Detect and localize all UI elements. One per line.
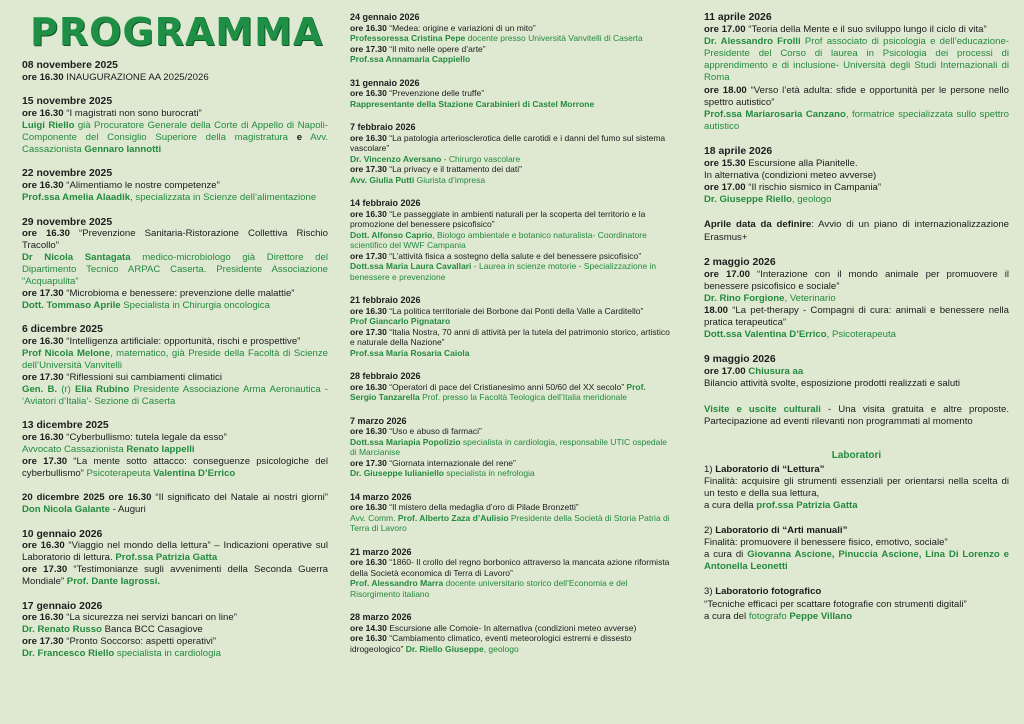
text-run: Finalità: promuovere il benessere fisico, emotivo, sociale” (704, 537, 948, 549)
text-run: “Medea: origine e variazioni di un mito” (386, 22, 536, 33)
text-run: “Teoria della Mente e il suo sviluppo lungo il ciclo di vita” (745, 24, 987, 36)
text-run: , specializzata in Scienze dell’alimentazione (130, 192, 317, 204)
event-line (350, 633, 674, 654)
text-run: a cura del (704, 610, 749, 622)
event-date: 31 gennaio 2026 (350, 77, 420, 88)
event-date: 15 novembre 2025 (22, 96, 113, 108)
text-run: “La politica territoriale dei Borbone dai Ponti della Valle a Carditello” (386, 305, 644, 316)
event-date: 11 aprile 2026 (704, 12, 772, 23)
event-block (22, 492, 328, 516)
text-run: ore 18.00 (704, 84, 747, 96)
event-line (350, 468, 674, 479)
text-run: ore 16.30 (350, 502, 387, 512)
laboratori-section (704, 450, 1009, 623)
text-run: Don Nicola Galante (22, 504, 110, 516)
text-run: ore 17.30 (350, 457, 387, 468)
event-line (22, 648, 328, 660)
text-run: prof.ssa Patrizia Gatta (756, 500, 858, 511)
event-date: 28 febbraio 2026 (350, 371, 421, 381)
event-line (704, 586, 1009, 598)
text-run: ore 17.00 (704, 366, 746, 378)
text-run: “Il mito nelle opere d’arte” (386, 43, 486, 54)
event-line (350, 133, 674, 154)
text-run: Prof.ssa Annamaria Cappiello (350, 54, 471, 64)
event-line (22, 432, 328, 444)
text-run: Professoressa Cristina Pepe (350, 33, 466, 43)
event-line (350, 557, 674, 578)
text-run: , matematico, già Preside della Facoltà di Scienze dell’Università Vanvitelli (22, 348, 329, 372)
text-run: “Riflessioni sui cambiamenti climatici (63, 371, 222, 383)
event-line (350, 175, 674, 186)
event-date: 9 maggio 2026 (704, 354, 776, 366)
event-line (22, 492, 328, 516)
laboratori-list (704, 464, 1009, 623)
text-run: “Interazione con il mondo animale per promuovere il benessere psicofisico e sociale” (704, 268, 1009, 292)
event-line (704, 366, 1009, 378)
event-date: 22 novembre 2025 (22, 168, 113, 180)
event-line (350, 164, 674, 175)
event-block (350, 122, 674, 185)
event-date: 08 novembere 2025 (22, 60, 118, 71)
event-date: 24 gennaio 2026 (350, 12, 420, 22)
event-block (704, 146, 1009, 206)
text-run: ore 15.30 (704, 158, 746, 170)
text-run: - Laurea in scienze motorie - Specializzazione in benessere e prevenzione (350, 261, 657, 282)
text-run: ore 16.30 (350, 88, 387, 98)
text-run: Dr. Giuseppe Riello (704, 194, 792, 206)
event-date: 17 gennaio 2026 (22, 600, 103, 612)
text-run: “La pet-therapy - Compagni di cura: animali e benessere nella pratica terapeutica” (704, 304, 1009, 329)
text-run: Laboratorio di “Arti manuali” (715, 525, 848, 537)
event-line (22, 120, 328, 156)
event-line (350, 88, 674, 99)
text-run: “I magistrati non sono burocrati” (63, 108, 202, 120)
event-line (22, 456, 328, 480)
text-run: ore 17.30 (22, 636, 64, 648)
event-line (704, 109, 1009, 133)
text-run: ore 16.30 (350, 426, 387, 436)
event-block (350, 78, 674, 110)
text-run: ore 17.30 (350, 250, 387, 261)
event-line (704, 194, 1009, 206)
text-run: ore 16.30 (22, 612, 64, 624)
text-run: In alternativa (condizioni meteo avverse) (704, 170, 877, 182)
event-line (22, 612, 328, 624)
event-line (22, 252, 328, 288)
text-run: “Italia Nostra, 70 anni di attività per la tutela del patrimonio storico, artistico e naturale della Nazione” (350, 326, 670, 347)
text-run: Prof. presso la Facoltà Teologica dell’Italia meridionale (419, 392, 628, 402)
text-run: ore 16.30 (22, 540, 65, 552)
text-run: a cura della (704, 500, 757, 511)
event-line (704, 464, 1009, 476)
event-date: 13 dicembre 2025 (22, 420, 109, 432)
event-block (350, 12, 674, 65)
text-run: Chiusura aa (748, 366, 804, 378)
event-block (350, 198, 674, 282)
text-run: specialista in nefrologia (444, 468, 535, 478)
text-run: Aprile data da definire (704, 219, 812, 231)
column-1 (22, 0, 328, 660)
text-run: “Intelligenza artificiale: opportunità, rischi e prospettive” (63, 336, 301, 348)
text-run: ore 17.00 (704, 24, 746, 36)
text-run: Avvocato Cassazionista (22, 443, 127, 455)
text-run: “Giornata internazionale del rene” (386, 457, 516, 468)
text-run: “Prevenzione delle truffe” (386, 88, 485, 98)
text-run: Gennaro Iannotti (84, 143, 162, 155)
text-run: Peppe Villano (789, 610, 853, 622)
text-run: “Il mistero della medaglia d’oro di Pilade Bronzetti” (386, 502, 579, 512)
text-run: : Avvio di un piano di internazionalizzazione Erasmus+ (704, 219, 1010, 243)
text-run: “L’attività fisica a sostegno della salute e del benessere psicofisico” (386, 250, 642, 261)
event-block (22, 168, 328, 204)
event-line (350, 23, 674, 34)
text-run: ore 16.30 (22, 336, 64, 348)
text-run: - Chirurgo vascolare (441, 153, 521, 164)
event-line (350, 306, 674, 317)
event-line (704, 36, 1009, 84)
text-run: ore 16.30 (350, 208, 387, 219)
text-run: “Il rischio sismico in Campania” (745, 182, 882, 194)
event-line (22, 288, 328, 300)
event-line (350, 458, 674, 469)
event-line (22, 540, 328, 564)
event-date: 7 marzo 2026 (350, 415, 407, 426)
laboratorio-item (704, 525, 1009, 573)
text-run: ore 16.30 (350, 633, 387, 643)
text-run: Dr. Francesco Riello (22, 648, 115, 660)
laboratori-heading: Laboratori (831, 449, 882, 461)
text-run: 18.00 (704, 304, 729, 316)
event-line (704, 378, 1009, 390)
event-line (22, 348, 328, 372)
event-line (22, 228, 328, 252)
text-run: Dr. Giuseppe Iulianiello (350, 468, 444, 478)
text-run: Prof.ssa Amelia Alaadik (22, 192, 131, 204)
event-block (350, 371, 674, 403)
text-run: ore 16.30 (350, 557, 387, 567)
event-line (22, 624, 328, 636)
event-date: 14 marzo 2026 (350, 491, 412, 502)
text-run: , geologo (791, 194, 832, 206)
text-run: “Cyberbullismo: tutela legale da esso” (63, 432, 227, 444)
text-run: specialista in cardiologia, responsabile UTIC ospedale di Marcianise (350, 436, 668, 457)
laboratorio-item (704, 464, 1009, 512)
event-line (22, 372, 328, 384)
text-run: ore 17.30 (350, 43, 387, 54)
text-run: Escursione alla Pianitelle. (745, 158, 858, 170)
text-run: ore 17.30 (350, 164, 387, 174)
event-line (22, 72, 328, 84)
text-run: Finalità: acquisire gli strumenti essenziali per orientarsi nella scelta di un testo e della sua lettura, (704, 475, 1009, 499)
event-line (22, 192, 328, 204)
event-line (704, 269, 1009, 293)
event-line (350, 54, 674, 65)
text-run: Valentina D’Errico (153, 467, 236, 479)
text-run: Bilancio attività svolte, esposizione prodotti realizzati e saluti (704, 378, 960, 390)
text-run: “La privacy e il trattamento dei dati” (386, 164, 522, 174)
text-run: , Veterinario (784, 292, 836, 304)
text-run: Dott. Alfonso Caprio (350, 229, 433, 240)
event-date: 14 febbraio 2026 (350, 198, 421, 208)
event-block (22, 529, 328, 589)
text-run: Avv. Giulia Putti (350, 174, 415, 185)
event-line (350, 513, 674, 534)
column-3 (704, 0, 1009, 623)
event-block (350, 612, 674, 654)
text-run: “Le passeggiate in ambienti naturali per la scoperta del territorio e la promozione del benessere psicofisico” (350, 208, 646, 229)
text-run: Giurista d’impresa (414, 174, 486, 185)
text-run: (r) (57, 383, 75, 395)
text-run: “Uso e abuso di farmaci” (386, 426, 482, 436)
text-run: - Auguri (109, 504, 146, 516)
text-run: Prof associato di psicologia e dell’educazione-Presidente del Corso di laurea in Psicologia dei processi di apprendimento e di inclusione- Università degli Studi Internazionali di Roma (704, 36, 1009, 84)
event-block (22, 601, 328, 661)
text-run: già Procuratore Generale della Corte di Appello di Napoli-Componente del Consiglio Superiore della magistratura (22, 120, 328, 144)
text-run: Prof. Alessandro Marra (350, 578, 444, 588)
text-run: Dott.ssa Mariapia Popolizio (350, 436, 461, 447)
text-run: 2) (704, 525, 716, 537)
event-list-col2 (350, 0, 674, 654)
text-run: Avv. Cassazionista (22, 132, 328, 155)
column-2 (350, 0, 674, 654)
text-run: Prof. Dante Iagrossi. (66, 576, 161, 588)
event-line (704, 305, 1009, 329)
text-run: “Il significato del Natale ai nostri giorni” (151, 492, 328, 504)
text-run: Prof. Alberto Zaza d’Aulisio (397, 512, 509, 523)
text-run: e (296, 132, 303, 144)
text-run: 1) (704, 463, 716, 475)
event-block (350, 295, 674, 358)
event-block (22, 217, 328, 312)
text-run: 20 dicembre 2025 ore 16.30 (22, 492, 152, 504)
text-run: ore 16.30 (22, 108, 64, 120)
event-line (350, 327, 674, 348)
text-run: ore 16.30 (22, 228, 70, 240)
text-run: Dr. Renato Russo (22, 624, 102, 636)
text-run: a cura di (704, 549, 748, 561)
event-line (350, 44, 674, 55)
event-block (704, 219, 1009, 243)
text-run: Prof.ssa Maria Rosaria Caiola (350, 347, 470, 358)
text-run: “Verso l’età adulta: sfide e opportunità per le persone nello spettro autistico” (704, 84, 1009, 108)
event-block (704, 257, 1009, 342)
text-run: Dott. Tommaso Aprile (22, 299, 121, 311)
text-run: “Operatori di pace del Cristianesimo anni 50/60 del XX secolo” (386, 381, 627, 392)
text-run: Escursione alle Comoie- In alternativa (condizioni meteo avverse) (386, 622, 637, 633)
text-run: “Pronto Soccorso: aspetti operativi” (63, 636, 217, 648)
event-line (704, 525, 1009, 537)
event-block (22, 96, 328, 156)
text-run: ore 17.30 (22, 288, 64, 299)
text-run: specialista in cardiologia (114, 648, 221, 660)
event-date: 28 marzo 2026 (350, 612, 412, 622)
text-run: ore 17.30 (350, 326, 387, 337)
event-date: 6 dicembre 2025 (22, 324, 103, 336)
text-run: docente presso Università Vanvitelli di Caserta (465, 33, 643, 43)
text-run: , Biologo ambientale e botanico naturalista- Coordinatore scientifico del WWF Campania (350, 229, 647, 250)
text-run: Presidente della Società di Storia Patria di Terra di Lavoro (350, 512, 670, 533)
event-line (704, 85, 1009, 109)
text-run: “Testimonianze sugli avvenimenti della Seconda Guerra Mondiale” (22, 564, 328, 588)
text-run: ore 16.30 (22, 432, 64, 444)
text-run: Prof Giancarlo Pignataro (350, 316, 451, 326)
text-run: Dr. Rino Forgione (704, 292, 785, 304)
text-run: Dr. Vincenzo Aversano (350, 153, 442, 164)
text-run: Dott.ssa Maria Laura Cavallari (350, 261, 472, 271)
text-run: Specialista in Chirurgia oncologica (120, 299, 270, 311)
text-run: Prof Nicola Melone (22, 348, 111, 360)
event-line (704, 404, 1009, 428)
event-block (350, 416, 674, 479)
event-block (22, 324, 328, 407)
text-run: “Tecniche efficaci per scattare fotografie con strumenti digitali” (704, 598, 967, 610)
text-run: Psicoterapeuta (86, 467, 154, 479)
event-line (350, 230, 674, 251)
text-run: Dr. Riello Giuseppe (405, 643, 484, 654)
event-line (350, 502, 674, 513)
event-line (350, 316, 674, 327)
text-run: INAUGURAZIONE AA 2025/2026 (63, 71, 209, 83)
text-run: Visite e uscite culturali (704, 403, 821, 415)
event-line (350, 33, 674, 44)
text-run: , geologo (483, 643, 519, 654)
event-block (22, 420, 328, 480)
event-line (704, 219, 1009, 243)
text-run: “Cambiamento climatico, eventi meteorologici estremi e dissesto idrogeologico” (350, 633, 632, 654)
text-run: ore 17.30 (22, 564, 68, 576)
text-run: Giovanna Ascione, Pinuccia Ascione, Lina Di Lorenzo e Antonella Leonetti (704, 549, 1009, 573)
event-line (22, 180, 328, 192)
event-line (704, 599, 1009, 611)
event-block (704, 354, 1009, 390)
event-line (350, 261, 674, 282)
text-run: ore 16.30 (350, 305, 387, 316)
event-block (704, 404, 1009, 428)
text-run: Prof. Sergio Tanzarella (350, 381, 646, 402)
event-line (22, 384, 328, 408)
event-date: 7 febbraio 2026 (350, 122, 416, 132)
event-line (704, 182, 1009, 194)
text-run: ore 16.30 (22, 180, 64, 192)
text-run: ore 16.30 (350, 132, 387, 143)
event-line (350, 623, 674, 634)
text-run: ore 16.30 (22, 71, 64, 83)
event-date: 18 aprile 2026 (704, 145, 773, 157)
text-run: “La mente sotto attacco: conseguenze psicologiche del cyberbullismo” (22, 455, 328, 479)
text-run: Laboratorio fotografico (715, 586, 822, 598)
event-line (350, 578, 674, 599)
text-run: “Alimentiamo le nostre competenze” (63, 180, 220, 192)
event-line (350, 348, 674, 359)
text-run: Dott.ssa Valentina D’Errico (704, 329, 827, 341)
event-line (350, 251, 674, 262)
text-run: Gen. B. (22, 383, 58, 395)
text-run: “La patologia arteriosclerotica delle carotidi e i danni del fumo sul sistema vascolare” (350, 132, 666, 153)
text-run: ore 17.30 (22, 371, 64, 383)
event-line (704, 24, 1009, 36)
event-line (704, 170, 1009, 182)
event-line (22, 336, 328, 348)
text-run: medico-microbiologo già Direttore del Dipartimento Tecnico ARPAC Caserta. Presidente Associazione “Acquapulita” (22, 252, 328, 288)
text-run: Elia Rubino (74, 383, 130, 395)
text-run: “Viaggio nel mondo della lettura” – Indicazioni operative sul Laboratorio di lettura. (22, 540, 328, 564)
text-run: ore 17.00 (704, 268, 750, 280)
event-line (22, 564, 328, 588)
text-run: Laboratorio di “Lettura” (715, 463, 825, 475)
event-block (350, 492, 674, 534)
event-block (350, 547, 674, 600)
text-run: ore 17.00 (704, 182, 746, 194)
event-date: 2 maggio 2026 (704, 256, 776, 268)
event-block (22, 60, 328, 84)
text-run: “Prevenzione Sanitaria-Ristorazione Collettiva Rischio Tracollo” (22, 228, 328, 252)
text-run: ore 16.30 (350, 22, 387, 33)
text-run: Renato Iappelli (126, 443, 195, 455)
event-line (704, 293, 1009, 305)
event-block (704, 12, 1009, 133)
event-line (22, 444, 328, 456)
event-date: 21 marzo 2026 (350, 546, 412, 557)
event-date: 29 novembre 2025 (22, 216, 113, 228)
text-run: Rappresentante della Stazione Carabinieri di Castel Morrone (350, 98, 595, 109)
text-run: Avv. Comm. (350, 512, 398, 523)
text-run: 3) (704, 586, 716, 598)
text-run: Luigi Riello (22, 120, 75, 132)
event-line (704, 329, 1009, 341)
event-line (704, 549, 1009, 573)
event-line (704, 611, 1009, 623)
page-title: PROGRAMMA (30, 10, 324, 54)
event-line (704, 476, 1009, 500)
event-date: 21 febbraio 2026 (350, 295, 421, 305)
text-run: Dr Nicola Santagata (22, 252, 131, 264)
event-line (350, 154, 674, 165)
event-line (704, 537, 1009, 549)
event-date: 10 gennaio 2026 (22, 528, 103, 540)
event-line (350, 437, 674, 458)
event-line (22, 300, 328, 312)
text-run: “Microbioma e benessere: prevenzione delle malattie” (63, 288, 295, 299)
text-run: fotografo (748, 610, 790, 622)
event-line (704, 158, 1009, 170)
event-line (22, 636, 328, 648)
text-run: ore 14.30 (350, 622, 387, 633)
laboratorio-item (704, 586, 1009, 622)
text-run: “1860- Il crollo del regno borbonico attraverso la mancata azione riformista della Società economica di Terra di Lavoro” (350, 557, 670, 578)
text-run: Presidente Associazione Arma Aeronautica - ‘Aviatori d’Italia’- Sezione di Caserta (22, 383, 329, 407)
text-run: , formatrice specializzata sullo spettro autistico (704, 108, 1009, 132)
text-run: Banca BCC Casagiove (101, 624, 203, 636)
event-list-col3 (704, 0, 1009, 428)
text-run: Prof.ssa Mariarosaria Canzano (704, 108, 846, 120)
text-run: , Psicoterapeuta (826, 329, 896, 341)
event-line (350, 99, 674, 110)
event-line (704, 500, 1009, 512)
text-run: ore 17.30 (22, 455, 68, 467)
event-line (22, 108, 328, 120)
text-run: docente universitario storico dell’Economia e del Risorgimento italiano (350, 578, 628, 599)
text-run: Prof.ssa Patrizia Gatta (115, 552, 218, 564)
event-line (350, 382, 674, 403)
event-list-col1 (22, 60, 328, 660)
event-line (350, 426, 674, 437)
text-run: “La sicurezza nei servizi bancari on line” (63, 612, 237, 624)
text-run: Dr. Alessandro Frolli (704, 36, 801, 48)
text-run: - Una visita gratuita e altre proposte. Partecipazione ad eventi rilevanti non programmati al momento (704, 403, 1009, 427)
text-run: ore 16.30 (350, 381, 387, 392)
event-line (350, 209, 674, 230)
